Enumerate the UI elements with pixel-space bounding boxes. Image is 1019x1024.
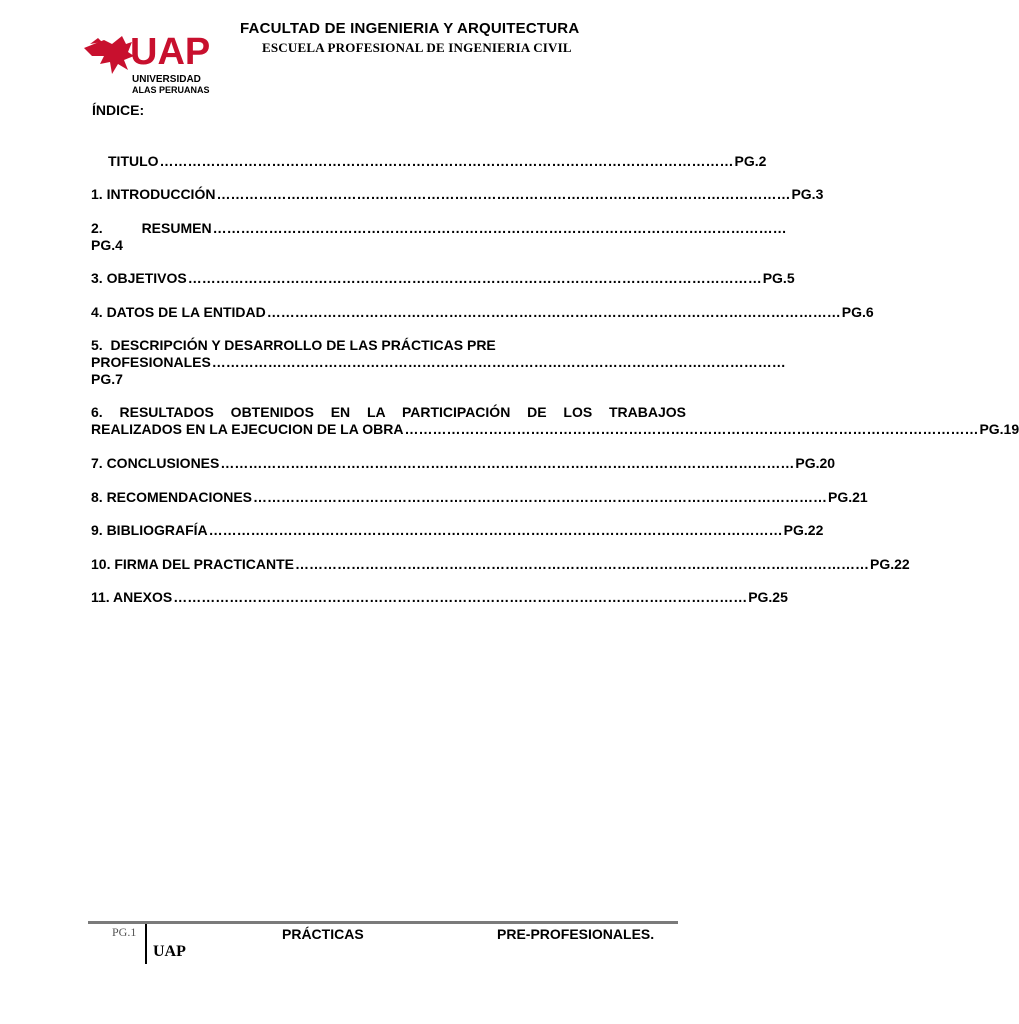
toc-leader-dots: …………………………………………………………………………………………………………… [212,220,787,236]
footer-right-text: PRE-PROFESIONALES. [497,926,655,942]
toc-leader-dots: …………………………………………………………………………………………………………… [404,421,979,437]
toc-item-page: PG.21 [828,489,868,505]
toc-item-page: PG.2 [734,153,767,169]
eagle-icon [84,36,134,74]
toc-leader-dots: …………………………………………………………………………………………………………… [220,455,795,471]
footer-divider [88,921,678,924]
toc-leader-dots: …………………………………………………………………………………………………………… [295,556,870,572]
uap-logo [82,30,222,98]
toc-leader-dots: …………………………………………………………………………………………………………… [159,153,734,169]
toc-item-page: PG.7 [91,371,123,387]
toc-item-page: PG.22 [783,522,824,538]
footer-brand: UAP [153,943,186,960]
toc-leader-dots: …………………………………………………………………………………………………………… [208,522,783,538]
toc-item [91,220,787,254]
toc-item-label: 6. RESULTADOS OBTENIDOS EN LA PARTICIPACIÓN DE LOS TRABAJOS [91,404,686,420]
toc-item-label: 1. INTRODUCCIÓN [91,186,216,202]
toc-item-page: PG.19 [979,421,1019,437]
footer-vertical-divider [145,924,147,964]
toc-item [91,186,824,203]
toc-item [108,153,767,170]
logo-line1: UNIVERSIDAD [132,74,201,85]
toc-item-page: PG.4 [91,237,123,253]
toc-item-page: PG.5 [762,270,795,286]
faculty-title: FACULTAD DE INGENIERIA Y ARQUITECTURA [240,20,580,37]
school-subtitle: ESCUELA PROFESIONAL DE INGENIERIA CIVIL [262,40,572,55]
toc-item-label: 11. ANEXOS [91,589,173,605]
toc-leader-dots: …………………………………………………………………………………………………………… [253,489,828,505]
toc-item-label: TITULO [108,153,159,169]
footer-left-text: PRÁCTICAS [282,926,364,942]
toc-leader-dots: …………………………………………………………………………………………………………… [216,186,791,202]
toc-item-label: 3. OBJETIVOS [91,270,187,286]
toc-item [91,404,1019,438]
toc-item-label: 10. FIRMA DEL PRACTICANTE [91,556,295,572]
toc-leader-dots: …………………………………………………………………………………………………………… [266,304,841,320]
toc-item-label-cont: PROFESIONALES [91,354,211,370]
toc-item-page: PG.25 [748,589,788,605]
toc-item-label: 7. CONCLUSIONES [91,455,220,471]
toc-item-label-cont: REALIZADOS EN LA EJECUCION DE LA OBRA [91,421,404,437]
toc-item-label: 4. DATOS DE LA ENTIDAD [91,304,266,320]
toc-item [91,337,786,388]
toc-item-label: 8. RECOMENDACIONES [91,489,253,505]
toc-item [91,556,910,573]
toc-item-page: PG.3 [791,186,824,202]
index-heading: ÍNDICE: [92,102,145,118]
logo-line2: ALAS PERUANAS [132,85,210,95]
toc-item-label: 2. RESUMEN [91,220,212,236]
toc-item [91,589,788,606]
footer-page-number: PG.1 [112,925,137,939]
toc-item-label: 5. DESCRIPCIÓN Y DESARROLLO DE LAS PRÁCTICAS PRE [91,337,496,353]
toc-leader-dots: …………………………………………………………………………………………………………… [187,270,762,286]
toc-item-label: 9. BIBLIOGRAFÍA [91,522,208,538]
toc-item [91,304,874,321]
toc-leader-dots: …………………………………………………………………………………………………………… [173,589,748,605]
logo-acronym: UAP [130,31,211,73]
toc-item [91,522,824,539]
toc-item [91,270,795,287]
toc-item-page: PG.20 [795,455,836,471]
toc-item [91,455,836,472]
toc-leader-dots: …………………………………………………………………………………………………………… [211,354,786,370]
toc-item-page: PG.22 [870,556,910,572]
toc-item-page: PG.6 [841,304,874,320]
toc-item [91,489,868,506]
